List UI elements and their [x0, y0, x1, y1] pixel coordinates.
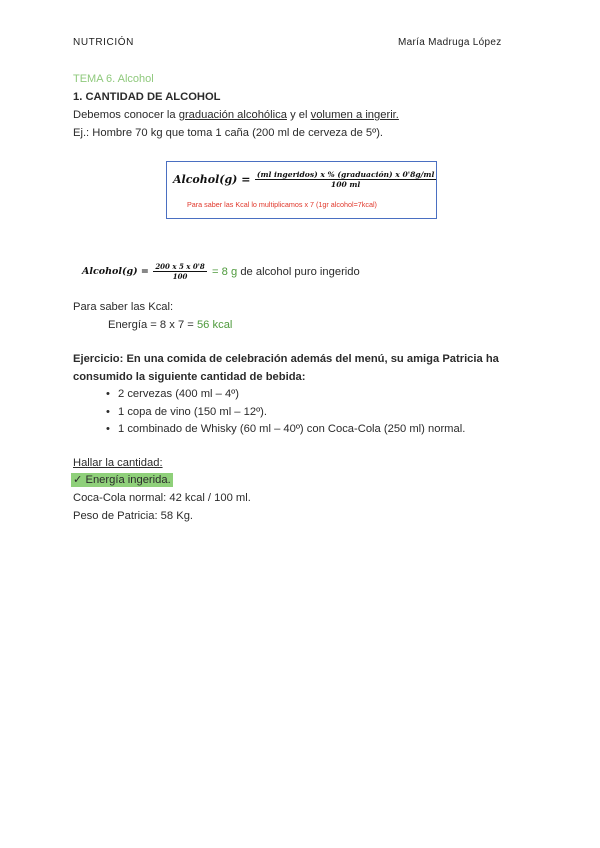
kcal-label: Para saber las Kcal:	[73, 301, 174, 313]
calc-fraction	[153, 262, 206, 281]
list-item	[106, 422, 465, 436]
calc-numerator: 200 x 5 x 0'8	[155, 262, 205, 271]
intro-term-volumen: volumen a ingerir.	[310, 109, 399, 121]
list-item	[106, 405, 267, 419]
formula-expression	[173, 170, 436, 189]
formula-denominator: 100 ml	[330, 180, 361, 189]
exercise-line-2: consumido la siguiente cantidad de bebida:	[73, 371, 306, 383]
calc-lhs: Alcohol(g) =	[82, 266, 149, 277]
intro-mid: y el	[290, 109, 308, 121]
list-item-text: 1 combinado de Whisky (60 ml – 40º) con Coca-Cola (250 ml) normal.	[118, 423, 466, 435]
intro-term-graduacion: graduación alcohólica	[178, 109, 287, 121]
header-author: María Madruga López	[398, 37, 502, 48]
list-item-text: 2 cervezas (400 ml – 4º)	[118, 388, 239, 400]
header-subject: NUTRICIÓN	[73, 37, 134, 48]
section-heading: 1. CANTIDAD DE ALCOHOL	[73, 91, 221, 103]
bullet-icon: •	[106, 423, 110, 435]
intro-line	[73, 108, 399, 122]
example-line: Ej.: Hombre 70 kg que toma 1 caña (200 ml de cerveza de 5º).	[73, 127, 384, 139]
calc-result: = 8 g	[212, 266, 238, 278]
formula-note: Para saber las Kcal lo multiplicamos x 7 (1gr alcohol=7kcal)	[187, 200, 377, 209]
bullet-icon: •	[106, 406, 110, 418]
exercise-line-1: Ejercicio: En una comida de celebración además del menú, su amiga Patricia ha	[73, 353, 499, 365]
formula-box	[166, 161, 437, 219]
list-item	[106, 387, 239, 401]
formula-numerator: (ml ingeridos) x % (graduación) x 0'8g/ml	[256, 170, 435, 179]
task-check-label: ✓ Energía ingerida.	[73, 474, 171, 486]
kcal-line	[108, 318, 232, 332]
calc-result-suffix: de alcohol puro ingerido	[240, 266, 360, 278]
intro-prefix: Debemos conocer la	[73, 109, 176, 121]
task-info-weight: Peso de Patricia: 58 Kg.	[73, 510, 194, 522]
task-info-cocacola: Coca-Cola normal: 42 kcal / 100 ml.	[73, 492, 251, 504]
list-item-text: 1 copa de vino (150 ml – 12º).	[118, 406, 267, 418]
calc-expression	[82, 262, 207, 281]
task-check	[71, 473, 173, 487]
kcal-expression: Energía = 8 x 7 =	[108, 319, 194, 331]
calc-denominator: 100	[172, 272, 188, 281]
task-title: Hallar la cantidad:	[73, 457, 163, 469]
formula-fraction	[255, 170, 436, 189]
kcal-result: 56 kcal	[196, 319, 233, 331]
calc-result-line	[212, 265, 360, 279]
bullet-icon: •	[106, 388, 110, 400]
formula-lhs: Alcohol(g) =	[173, 173, 251, 186]
tema-title: TEMA 6. Alcohol	[73, 73, 154, 85]
